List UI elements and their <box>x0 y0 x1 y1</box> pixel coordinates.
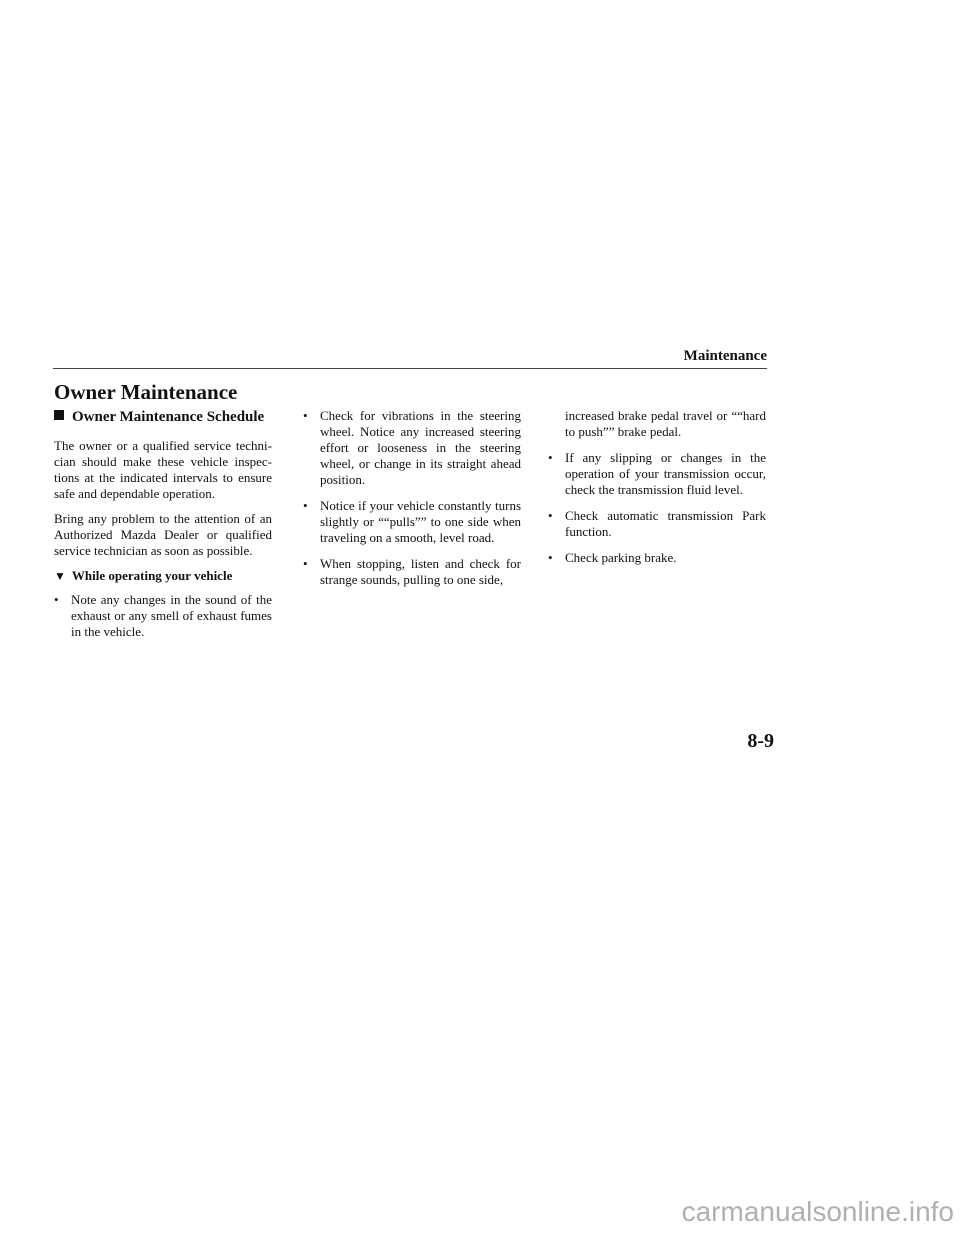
bullet-icon: • <box>303 408 308 423</box>
bullet-icon: • <box>303 498 308 513</box>
intro-paragraph: The owner or a qualified service techni-cian should make these vehicle inspec-tions at the indicated intervals to ensure safe and dependable operation. <box>54 438 272 501</box>
bullet-icon: • <box>303 556 308 571</box>
header-rule <box>53 368 767 369</box>
checklist-part-2 <box>303 408 521 588</box>
column-2 <box>303 408 521 598</box>
subsection-heading <box>54 568 272 584</box>
list-item: • Check automatic transmission Park function. <box>548 508 766 539</box>
section-heading <box>54 408 272 426</box>
list-item: • Notice if your vehicle constantly turns slightly or ““pulls”” to one side when traveling on a smooth, level road. <box>303 498 521 545</box>
square-bullet-icon <box>54 410 64 420</box>
subsection-heading-text: While operating your vehicle <box>71 568 233 583</box>
bullet-icon: • <box>548 450 553 465</box>
bullet-icon: • <box>548 508 553 523</box>
list-item: • Check parking brake. <box>548 550 677 565</box>
bullet-icon: • <box>548 550 553 565</box>
list-item: • When stopping, listen and check for strange sounds, pulling to one side, <box>303 556 521 587</box>
column-1 <box>54 408 272 650</box>
list-item: • If any slipping or changes in the operation of your transmission occur, check the transmission fluid level. <box>548 450 766 497</box>
bullet-icon: • <box>54 592 59 607</box>
list-item-continuation: increased brake pedal travel or ““hard to push”” brake pedal. <box>565 408 766 439</box>
checklist-part-1 <box>54 592 272 640</box>
page-number: 8-9 <box>747 730 774 752</box>
running-header: Maintenance <box>683 348 767 364</box>
list-item: • Note any changes in the sound of the exhaust or any smell of exhaust fumes in the vehicle. <box>54 592 272 639</box>
list-item: • Check for vibrations in the steering wheel. Notice any increased steering effort or looseness in the steering wheel, or change in its straight ahead position. <box>303 408 521 487</box>
dealer-paragraph: Bring any problem to the attention of an Authorized Mazda Dealer or qualified service technician as soon as possible. <box>54 511 272 558</box>
column-3 <box>548 408 766 576</box>
page-title: Owner Maintenance <box>54 380 238 404</box>
triangle-down-icon: ▼ <box>54 569 66 583</box>
watermark: carmanualsonline.info <box>681 1196 954 1227</box>
section-heading-text: Owner Maintenance Schedule <box>72 409 265 425</box>
checklist-part-3 <box>548 450 766 566</box>
